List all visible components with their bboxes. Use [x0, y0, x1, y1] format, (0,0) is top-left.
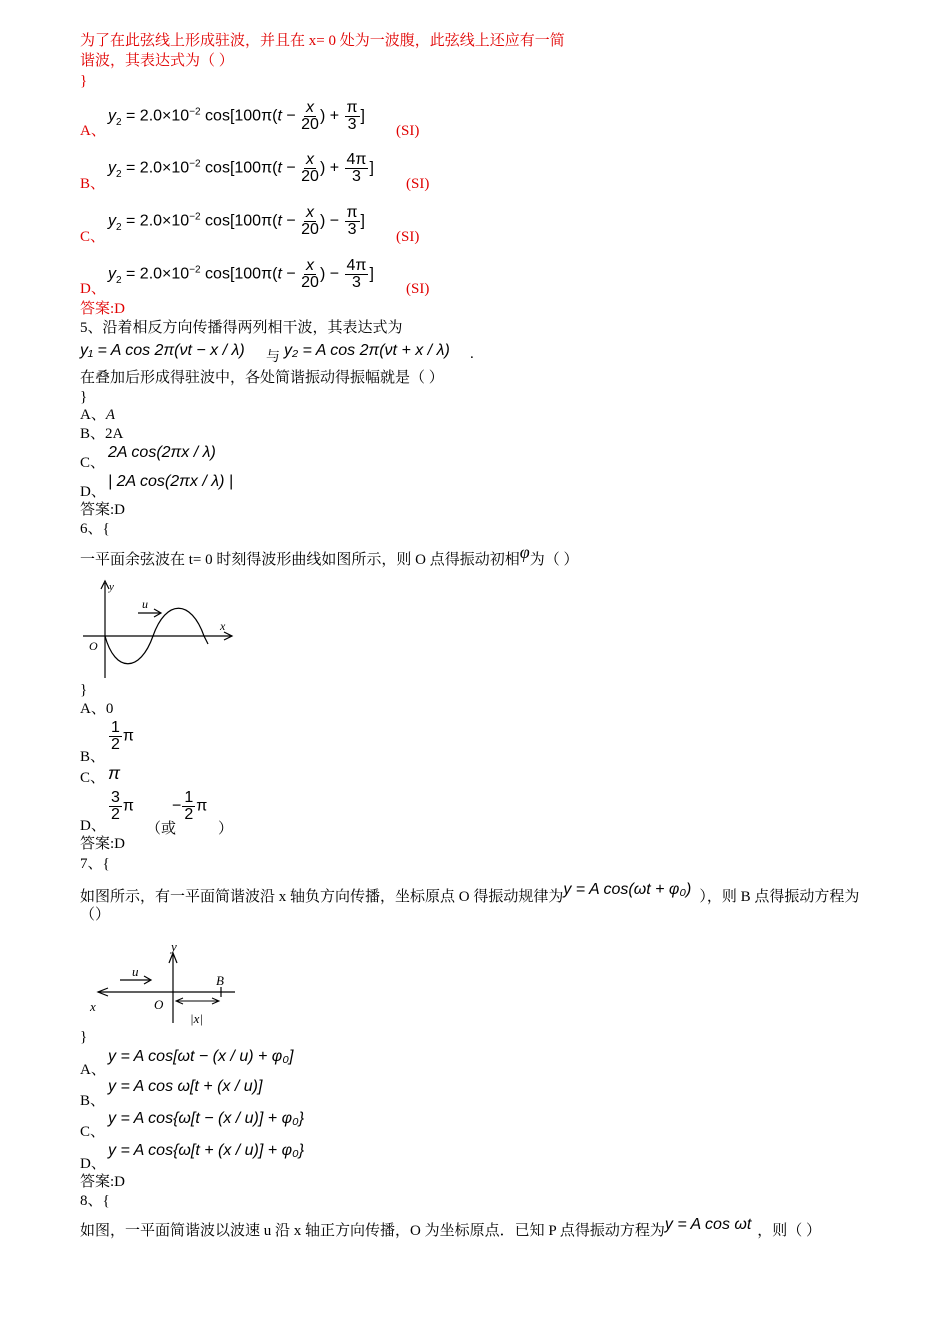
q5-option-a-label: A、: [80, 407, 106, 423]
q6-option-d-formula: $\frac{3}{2}$ π: [111, 789, 134, 823]
q5-option-b-text: 2A: [105, 426, 124, 442]
q8-stem: [80, 1216, 822, 1241]
q4-stem-line2: 谐波，其表达式为（ ）: [80, 53, 234, 69]
q5-formula1: y₁ = A cos 2π(νt − x / λ): [80, 342, 245, 359]
q7-stem-a: 如图所示，有一平面简谐波沿 x 轴负方向传播，坐标原点 O 得振动规律为: [80, 889, 564, 905]
q7-stem-b: ），则 B 点得振动方程为: [699, 889, 860, 905]
q4-answer: 答案:D: [80, 301, 126, 317]
q7-fig-u: u: [132, 964, 139, 979]
q6-wave-figure: [80, 578, 240, 683]
q6-number: 6、{: [80, 521, 110, 537]
q5-option-a-text: A: [105, 407, 116, 423]
q7-wave-figure: [80, 935, 250, 1030]
q4-option-b-formula: $y_2 = 2.0\times 10^{-2}$ cos[100π(t − $\frac{x}{20}$ ) + $\frac{4\pi}{3}$ ]: [108, 151, 374, 185]
q6-option-d-extra-close: ）: [218, 821, 234, 837]
q4-brace: }: [80, 73, 88, 89]
q5-option-c-formula: 2A cos(2πx / λ): [108, 444, 216, 461]
q4-stem-line1: 为了在此弦线上形成驻波，并且在 x= 0 处为一波腹，此弦线上还应有一简: [80, 33, 565, 49]
q7-option-a-formula: y = A cos[ωt − (x / u) + φ₀]: [108, 1048, 294, 1065]
q4-option-d-label: D、: [80, 281, 106, 297]
q6-option-d-extra-open: （或: [146, 821, 177, 837]
q6-stem-b: 为（ ）: [529, 552, 579, 568]
q6-option-c-formula: π: [108, 763, 121, 783]
q5-number: 5、沿着相反方向传播得两列相干波，其表达式为: [80, 320, 403, 336]
q6-fig-x: x: [220, 619, 226, 633]
q7-option-b-formula: y = A cos ω[t + (x / u)]: [108, 1078, 263, 1095]
q7-fig-x: x: [90, 999, 96, 1014]
q7-fig-absx: |x|: [190, 1011, 203, 1026]
q5-option-a: [80, 406, 115, 425]
q8-stem-b: ，则（ ）: [757, 1223, 822, 1239]
q7-fig-b: B: [216, 973, 224, 988]
q7-stem-c: （）: [80, 907, 111, 923]
q7-stem-formula: y = A cos(ωt + φ₀): [563, 881, 692, 898]
q6-fig-u: u: [142, 597, 148, 611]
q7-option-a-label: A、: [80, 1062, 106, 1078]
q4-option-a-formula: $y_2 = 2.0\times 10^{-2}$ cos[100π(t − $\frac{x}{20}$ ) + $\frac{\pi}{3}$ ]: [108, 99, 365, 133]
q6-option-a-text: 0: [105, 701, 114, 717]
q7-option-d-formula: y = A cos{ω[t + (x / u)] + φ₀}: [108, 1142, 305, 1159]
q7-fig-o: O: [154, 997, 164, 1012]
q6-stem-a: 一平面余弦波在 t= 0 时刻得波形曲线如图所示，则 O 点得振动初相: [80, 552, 520, 568]
phi-symbol: φ: [519, 542, 530, 562]
q7-option-c-formula: y = A cos{ω[t − (x / u)] + φ₀}: [108, 1110, 305, 1127]
q5-option-d-label: D、: [80, 484, 106, 500]
q8-stem-formula: y = A cos ωt: [664, 1216, 752, 1233]
q5-option-b: [80, 425, 123, 444]
q6-brace: }: [80, 682, 88, 698]
q5-formula2: y₂ = A cos 2π(νt + x / λ): [284, 342, 450, 359]
q4-option-a-unit: (SI): [396, 123, 420, 139]
q7-answer: 答案:D: [80, 1174, 126, 1190]
q5-option-b-label: B、: [80, 426, 106, 442]
q4-option-c-formula: $y_2 = 2.0\times 10^{-2}$ cos[100π(t − $\frac{x}{20}$ ) − $\frac{\pi}{3}$ ]: [108, 204, 365, 238]
q7-number: 7、{: [80, 856, 110, 872]
q7-option-c-label: C、: [80, 1124, 106, 1140]
q6-fig-o: O: [89, 639, 98, 653]
q8-stem-a: 如图，一平面简谐波以波速 u 沿 x 轴正方向传播，O 为坐标原点．已知 P 点得振动方程为: [80, 1223, 665, 1239]
q7-fig-y: y: [171, 939, 177, 954]
q7-option-b-label: B、: [80, 1093, 106, 1109]
q6-option-c-label: C、: [80, 770, 106, 786]
q6-option-d-label: D、: [80, 818, 106, 834]
q6-option-a: [80, 700, 113, 719]
q6-fig-y: y: [109, 581, 114, 593]
q4-option-d-unit: (SI): [406, 281, 430, 297]
q4-option-b-unit: (SI): [406, 176, 430, 192]
q7-option-d-label: D、: [80, 1156, 106, 1172]
q6-option-a-label: A、: [80, 701, 106, 717]
q5-stem: 在叠加后形成得驻波中，各处简谐振动得振幅就是（ ）: [80, 370, 444, 386]
q5-brace: }: [80, 389, 88, 405]
q7-stem: [80, 881, 860, 907]
q4-option-a-label: A、: [80, 123, 106, 139]
q7-brace: }: [80, 1029, 88, 1045]
q5-period: .: [470, 346, 474, 362]
q6-answer: 答案:D: [80, 836, 126, 852]
q4-option-b-label: B、: [80, 176, 106, 192]
q5-option-c-label: C、: [80, 455, 106, 471]
q6-option-b-formula: $\frac{1}{2}$ π: [111, 719, 134, 753]
q6-stem: [80, 542, 579, 570]
q6-option-b-label: B、: [80, 749, 106, 765]
q6-option-d-extra-formula: − $\frac{1}{2}$ π: [172, 789, 208, 823]
q4-option-c-label: C、: [80, 229, 106, 245]
q4-option-c-unit: (SI): [396, 229, 420, 245]
q4-option-d-formula: $y_2 = 2.0\times 10^{-2}$ cos[100π(t − $\frac{x}{20}$ ) − $\frac{4\pi}{3}$ ]: [108, 257, 374, 291]
q5-answer: 答案:D: [80, 502, 126, 518]
q5-connector: 与: [266, 350, 280, 365]
q5-option-d-formula: | 2A cos(2πx / λ) |: [108, 473, 234, 490]
q8-number: 8、{: [80, 1193, 110, 1209]
